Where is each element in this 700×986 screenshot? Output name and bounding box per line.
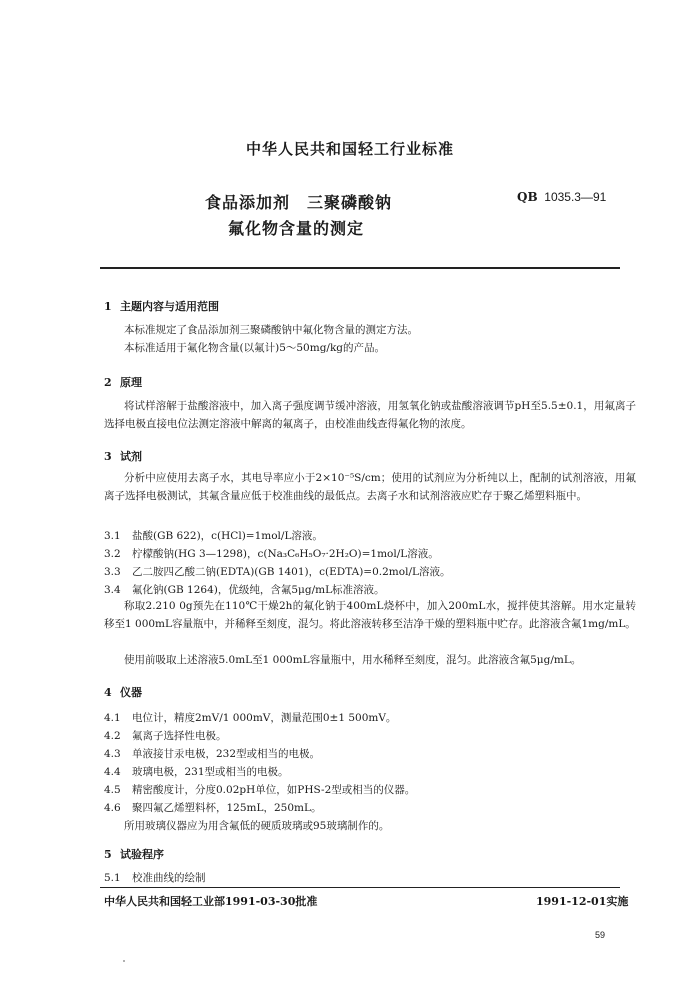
section-3-4-paragraph-1: 称取2.210 0g预先在110℃干燥2h的氟化钠于400mL烧杯中，加入200mL水，搅拌使其溶解。用水定量转移至1 000mL容量瓶中，并稀释至刻度，混匀。将此溶液转移至洁净干燥的塑料瓶中贮存。此溶液含氟1mg/mL。 xyxy=(104,600,636,630)
document-title-line1: 食品添加剂 三聚磷酸钠 xyxy=(205,193,393,212)
list-item xyxy=(104,764,289,779)
standard-prefix: QB xyxy=(517,190,538,204)
section-1-paragraph-2: 本标准适用于氟化物含量(以氟计)5～50mg/kg的产品。 xyxy=(124,342,386,354)
section-4-heading xyxy=(104,684,142,700)
section-3-heading xyxy=(104,448,142,464)
item-number: 4.4 xyxy=(104,766,121,778)
list-item xyxy=(104,528,323,543)
item-text: 单液接甘汞电极，232型或相当的电极。 xyxy=(132,748,321,760)
issuing-authority-header: 中华人民共和国轻工行业标准 xyxy=(245,140,454,158)
section-2-heading xyxy=(104,374,142,390)
item-number: 3.3 xyxy=(104,566,121,578)
item-number: 4.6 xyxy=(104,802,121,814)
effective-date: 1991-12-01实施 xyxy=(536,895,629,908)
section-3-paragraph: 分析中应使用去离子水，其电导率应小于2×10⁻⁵S/cm；使用的试剂应为分析纯以上，配制的试剂溶液，用氟离子选择电极测试，其氟含量应低于校准曲线的最低点。去离子水和试剂溶液应贮存于聚乙烯塑料瓶中。 xyxy=(104,472,636,502)
item-number: 3.2 xyxy=(104,548,121,560)
item-text: 精密酸度计，分度0.02pH单位，如PHS-2型或相当的仪器。 xyxy=(132,784,416,796)
section-number: 4 xyxy=(104,686,112,699)
page-number: 59 xyxy=(595,930,606,940)
section-title: 仪器 xyxy=(120,686,142,699)
list-item xyxy=(104,728,227,743)
list-item xyxy=(104,582,385,597)
list-item xyxy=(104,564,450,579)
section-title: 试验程序 xyxy=(120,848,164,861)
subsection-5-1 xyxy=(104,870,206,885)
item-number: 3.4 xyxy=(104,584,121,596)
section-5-heading xyxy=(104,846,164,862)
scan-speck xyxy=(123,960,125,962)
item-text: 聚四氟乙烯塑料杯，125mL，250mL。 xyxy=(132,802,322,814)
item-number: 4.1 xyxy=(104,712,121,724)
section-title: 主题内容与适用范围 xyxy=(120,300,219,313)
standard-code: 1035.3—91 xyxy=(544,190,607,204)
section-number: 2 xyxy=(104,376,112,389)
section-4-note: 所用玻璃仪器应为用含氟低的硬质玻璃或95玻璃制作的。 xyxy=(124,820,390,832)
item-number: 3.1 xyxy=(104,530,121,542)
approval-date: 中华人民共和国轻工业部1991-03-30批准 xyxy=(104,895,318,908)
title-divider xyxy=(100,267,620,269)
item-number: 5.1 xyxy=(104,872,121,884)
section-title: 原理 xyxy=(120,376,142,389)
item-number: 4.3 xyxy=(104,748,121,760)
standard-number xyxy=(517,190,606,204)
document-title-line2: 氟化物含量的测定 xyxy=(228,219,365,238)
item-text: 乙二胺四乙酸二钠(EDTA)(GB 1401)，c(EDTA)=0.2mol/L溶液。 xyxy=(132,566,451,578)
section-3-4-paragraph-2: 使用前吸取上述溶液5.0mL至1 000mL容量瓶中，用水稀释至刻度，混匀。此溶液含氟5μg/mL。 xyxy=(124,654,582,666)
item-text: 盐酸(GB 622)，c(HCl)=1mol/L溶液。 xyxy=(132,530,323,542)
footer-divider xyxy=(100,887,620,888)
section-title: 试剂 xyxy=(120,450,142,463)
list-item xyxy=(104,746,320,761)
section-number: 1 xyxy=(104,300,112,313)
item-text: 玻璃电极，231型或相当的电极。 xyxy=(132,766,289,778)
item-text: 电位计，精度2mV/1 000mV，测量范围0±1 500mV。 xyxy=(132,712,397,724)
list-item xyxy=(104,710,396,725)
item-text: 校准曲线的绘制 xyxy=(132,872,206,884)
section-number: 5 xyxy=(104,848,112,861)
item-text: 柠檬酸钠(HG 3—1298)，c(Na₃C₆H₅O₇·2H₂O)=1mol/L溶液。 xyxy=(132,548,439,560)
section-number: 3 xyxy=(104,450,112,463)
item-text: 氟离子选择性电极。 xyxy=(132,730,227,742)
list-item xyxy=(104,546,439,561)
section-2-paragraph: 将试样溶解于盐酸溶液中，加入离子强度调节缓冲溶液，用氢氧化钠或盐酸溶液调节pH至5.5±0.1，用氟离子选择电极直接电位法测定溶液中解离的氟离子，由校准曲线查得氟化物的浓度。 xyxy=(104,400,636,430)
list-item xyxy=(104,800,321,815)
section-1-paragraph-1: 本标准规定了食品添加剂三聚磷酸钠中氟化物含量的测定方法。 xyxy=(124,324,418,336)
list-item xyxy=(104,782,415,797)
item-number: 4.2 xyxy=(104,730,121,742)
item-number: 4.5 xyxy=(104,784,121,796)
item-text: 氟化钠(GB 1264)，优级纯，含氟5μg/mL标准溶液。 xyxy=(132,584,385,596)
section-1-heading xyxy=(104,298,219,314)
